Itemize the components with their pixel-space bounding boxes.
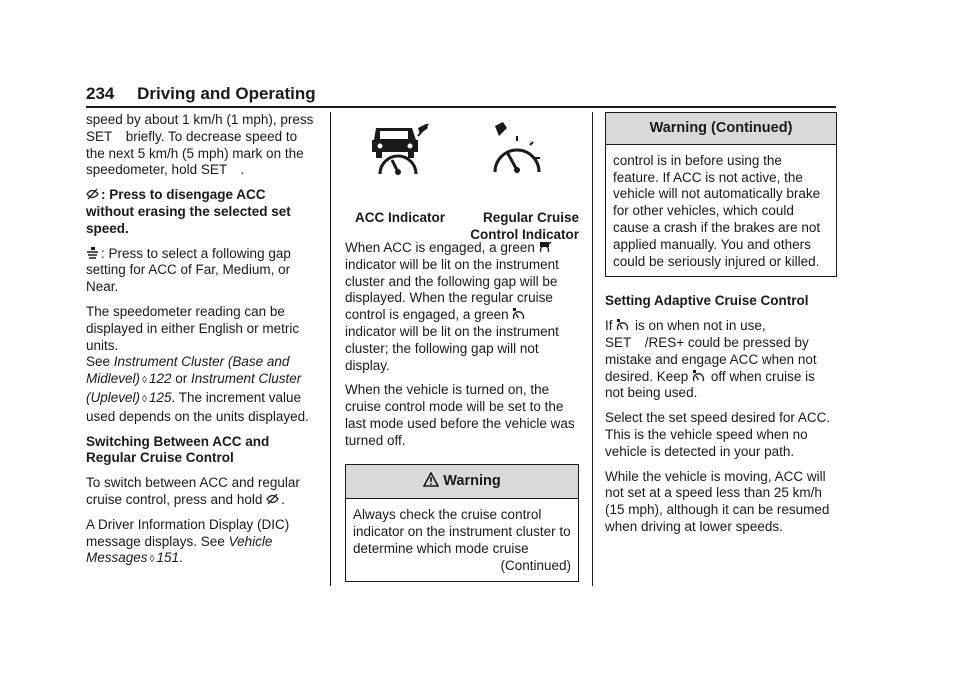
cross-reference-link[interactable]: Instrument Cluster (Uplevel)	[86, 371, 302, 405]
paragraph-text: . The increment value used depends on the units displayed.	[86, 389, 309, 424]
paragraph-text: off when cruise is not being used.	[605, 368, 815, 401]
header-rule	[86, 106, 836, 108]
section-title: Driving and Operating	[137, 84, 316, 103]
label-line: Control Indicator	[470, 226, 579, 242]
paragraph-text: If	[605, 318, 617, 334]
acc-indicator-figure	[345, 122, 455, 227]
paragraph-text: or	[171, 371, 192, 387]
paragraph-text: When ACC is engaged, a green	[345, 240, 539, 255]
acc-indicator-label: ACC Indicator	[354, 210, 445, 225]
subheading: Setting Adaptive Cruise Control	[605, 293, 809, 309]
paragraph-text: : Press to disengage ACC without erasing the selected set speed.	[86, 187, 291, 236]
warning-body	[346, 499, 578, 580]
paragraph: When the vehicle is turned on, the cruise control mode will be set to the last mode used before the vehicle was turned off.	[345, 382, 575, 448]
column-3	[605, 112, 837, 544]
column-2	[345, 112, 579, 582]
paragraph-text: : Press to select a following gap setting for ACC of Far, Medium, or Near.	[86, 245, 291, 295]
paragraph-gap	[86, 246, 314, 296]
paragraph	[605, 318, 837, 402]
continued-label: (Continued)	[500, 557, 571, 573]
reference-page[interactable]: 125	[148, 389, 172, 405]
acc-indicator-icon	[368, 122, 432, 182]
indicator-figures	[345, 112, 579, 242]
column-divider-2	[592, 112, 593, 586]
warning-title	[346, 465, 578, 500]
cross-reference-link[interactable]: Instrument Cluster (Base and Midlevel)	[86, 354, 290, 387]
paragraph: To switch between ACC and regular cruise control, press and hold .	[86, 475, 300, 507]
regular-cruise-indicator-label	[457, 210, 579, 243]
paragraph	[86, 304, 314, 426]
cruise-control-icon	[512, 308, 525, 320]
cruise-control-icon	[483, 122, 553, 182]
reference-page[interactable]: 122	[148, 371, 172, 387]
paragraph: While the vehicle is moving, ACC will not set at a speed less than 25 km/h (15 mph), although it can be resumed when driving at lower speeds.	[605, 468, 830, 534]
reference-page[interactable]: 151	[156, 550, 180, 566]
cruise-control-icon	[692, 370, 705, 382]
cancel-icon	[86, 188, 99, 200]
page-header	[86, 84, 836, 107]
regular-cruise-indicator-figure	[457, 122, 579, 243]
column-divider-1	[330, 112, 331, 586]
label-line: Regular Cruise	[482, 210, 579, 225]
page-reference-icon: ◊	[142, 375, 147, 387]
warning-box	[345, 464, 579, 582]
paragraph-text: .	[179, 550, 183, 566]
paragraph-text: The speedometer reading can be displayed in either English or metric units.	[86, 303, 300, 353]
subheading: Switching Between ACC and Regular Cruise Control	[86, 433, 270, 466]
warning-body: control is in before using the feature. If ACC is not active, the vehicle will not automatically brake for other vehicles, which could cause a crash if the brakes are not applied manually. You and others could be seriously injured or killed.	[613, 152, 821, 269]
paragraph-text: is on when not in use, SET /RES+ could be pressed by mistake and engage ACC when not desired. Keep	[605, 318, 817, 384]
warning-box-continued	[605, 112, 837, 277]
paragraph-text: indicator will be lit on the instrument cluster and the following gap will be displayed. When the regular cruise control is engaged, a green	[345, 256, 559, 323]
cruise-control-icon	[616, 319, 629, 331]
column-1	[86, 112, 314, 577]
warning-text: Always check the cruise control indicator on the instrument cluster to determine which mode cruise	[353, 507, 571, 556]
paragraph	[86, 517, 314, 569]
paragraph-text: See	[86, 354, 114, 370]
warning-title: Warning (Continued)	[606, 113, 836, 145]
paragraph-text: A Driver Information Display (DIC) message displays. See	[86, 516, 290, 549]
paragraph-cancel	[86, 187, 314, 237]
page-number: 234	[86, 84, 115, 103]
paragraph	[345, 240, 579, 374]
page-reference-icon: ◊	[149, 554, 155, 566]
warning-title-text: Warning	[443, 472, 501, 489]
following-gap-icon	[86, 247, 99, 259]
paragraph: Select the set speed desired for ACC. This is the vehicle speed when no vehicle is detected in your path.	[605, 410, 831, 459]
paragraph-text: To switch between ACC and regular cruise control, press and hold	[86, 475, 300, 507]
cancel-icon	[266, 493, 279, 505]
page-reference-icon: ◊	[142, 393, 147, 405]
paragraph-text: indicator will be lit on the instrument cluster; the following gap will not display.	[345, 323, 559, 373]
paragraph: speed by about 1 km/h (1 mph), press SET briefly. To decrease speed to the next 5 km/h (5 mph) mark on the speedometer, hold SET .	[86, 112, 314, 178]
cross-reference-link[interactable]: Vehicle Messages	[86, 533, 273, 566]
warning-triangle-icon	[423, 472, 439, 492]
